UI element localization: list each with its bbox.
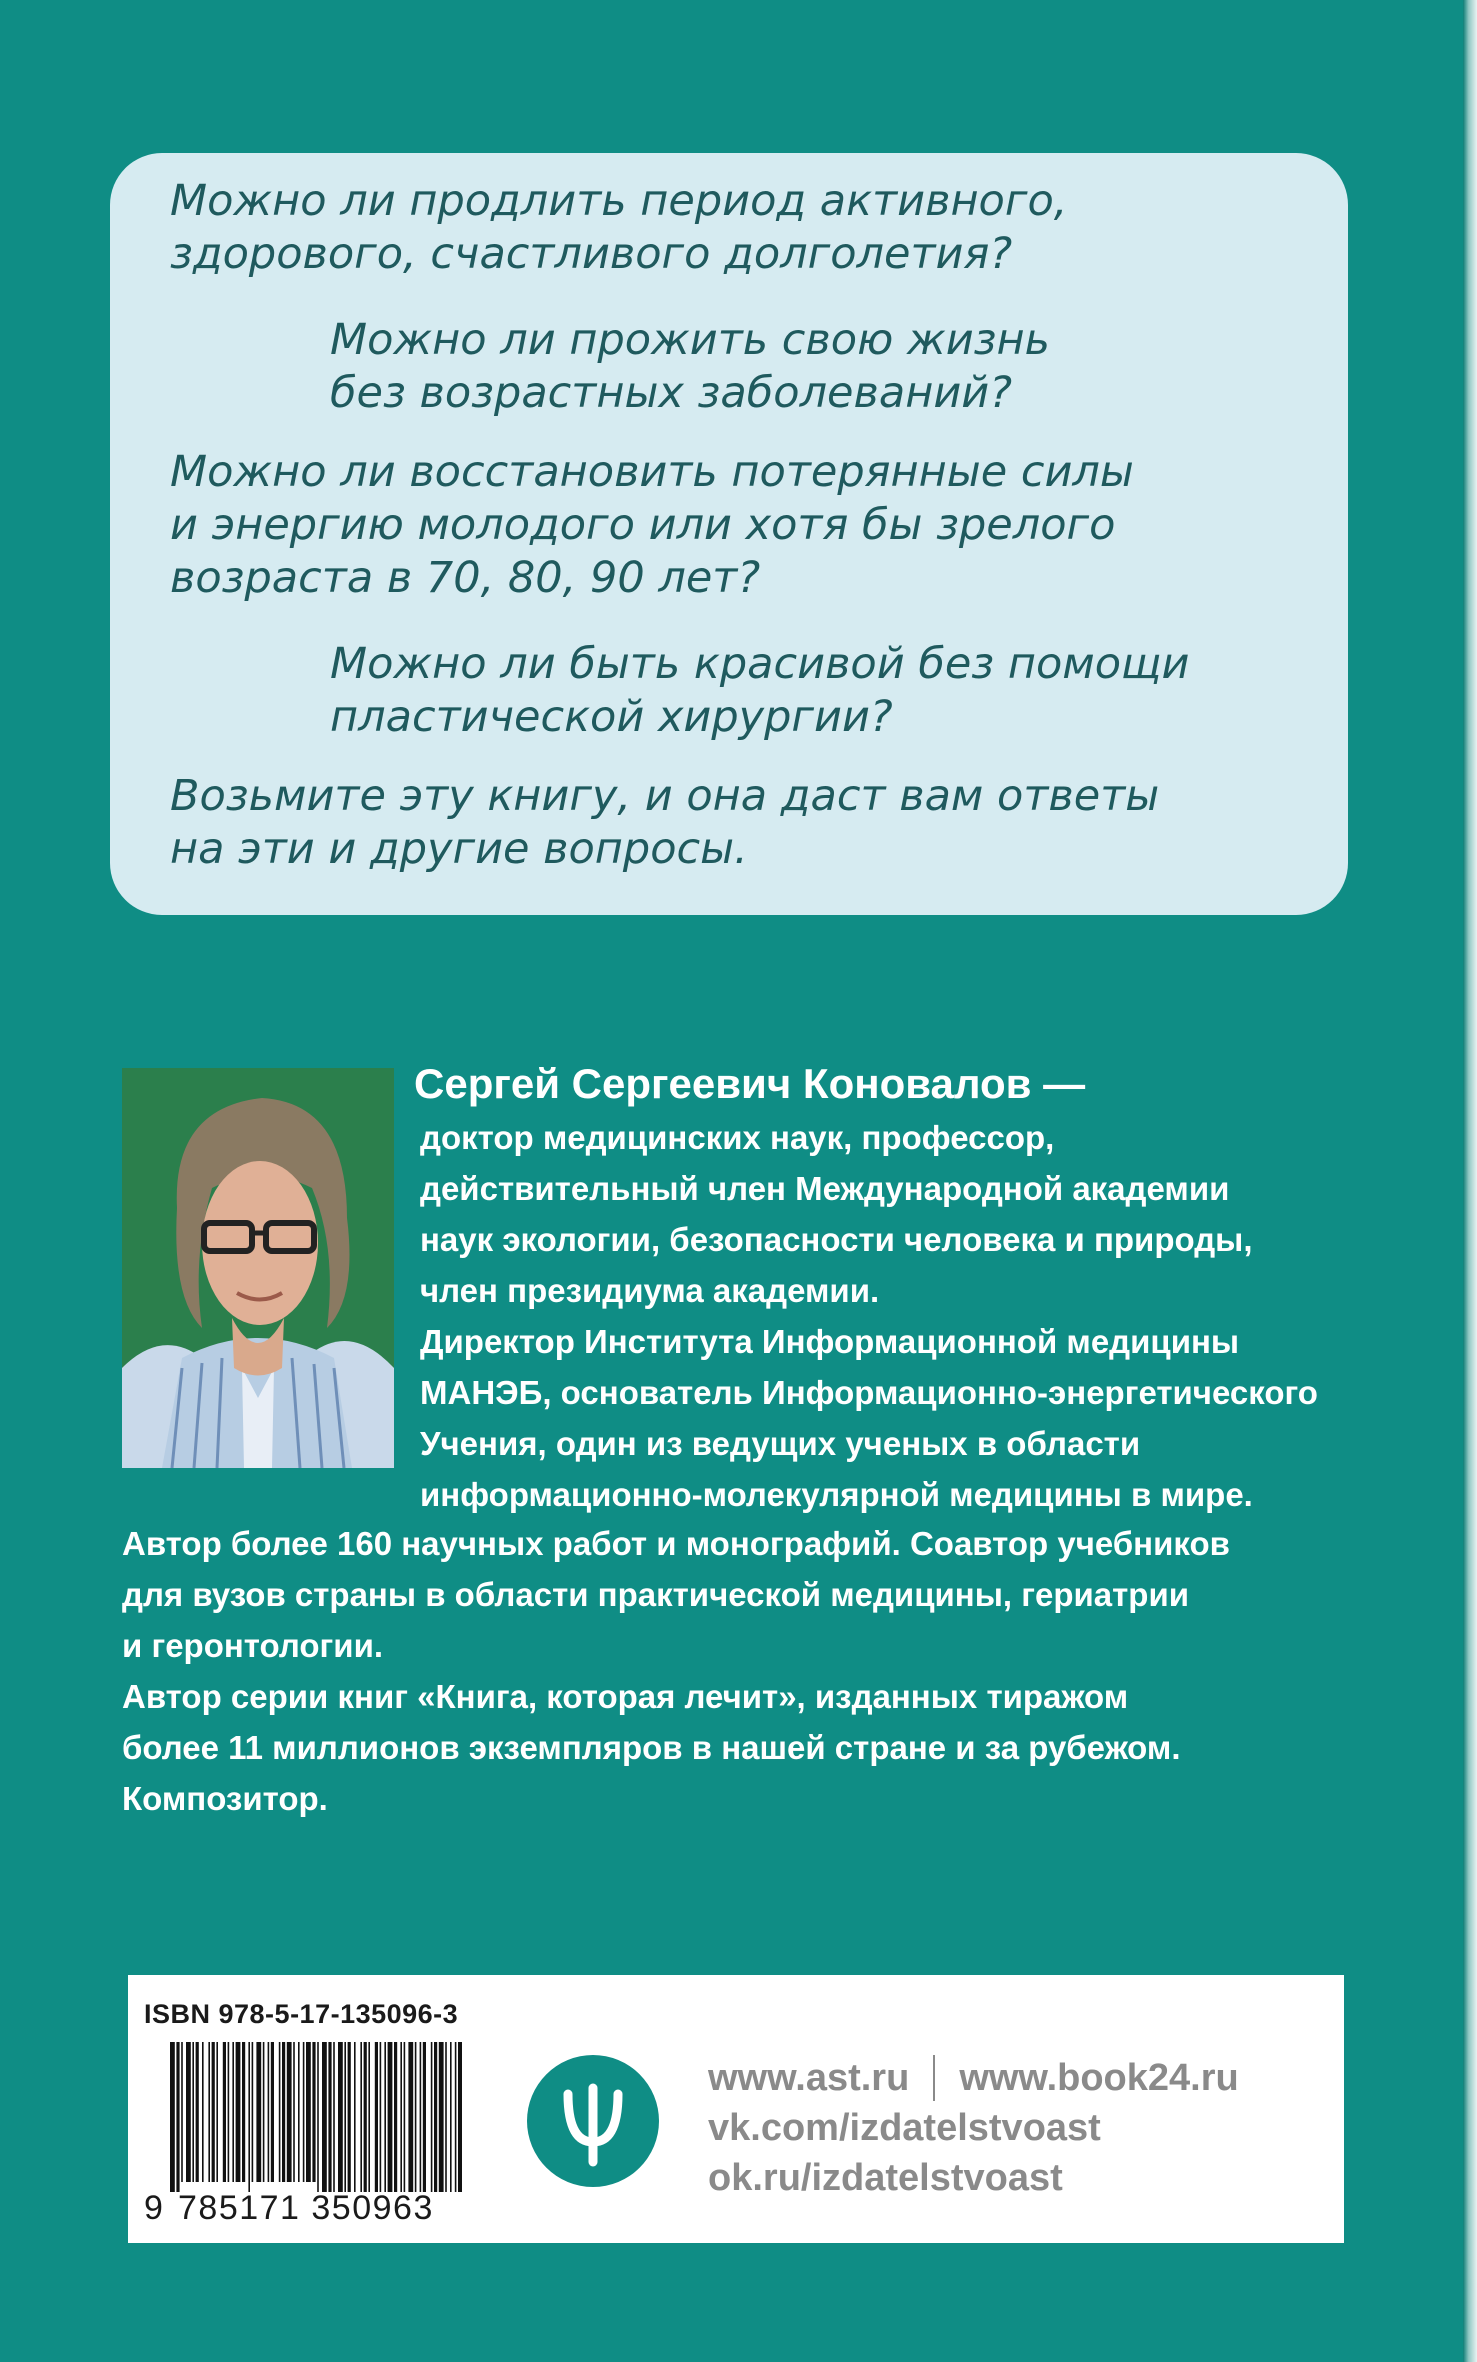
barcode-bar bbox=[400, 2042, 402, 2192]
barcode-bar bbox=[293, 2042, 295, 2182]
question-beauty: Можно ли быть красивой без помощи пластической хирургии? bbox=[330, 639, 1190, 742]
barcode-bar bbox=[364, 2042, 367, 2192]
barcode-bar bbox=[176, 2042, 179, 2192]
barcode-bar bbox=[212, 2042, 215, 2182]
barcode-bar bbox=[420, 2042, 422, 2192]
barcode-bar bbox=[348, 2042, 351, 2192]
cover-edge bbox=[1463, 0, 1477, 2362]
barcode-bar bbox=[170, 2042, 175, 2192]
barcode bbox=[170, 2042, 462, 2192]
barcode-bar bbox=[181, 2042, 183, 2182]
barcode-bar bbox=[263, 2042, 265, 2182]
barcode-digits: 785171 350963 bbox=[178, 2189, 434, 2227]
link-ast[interactable]: www.ast.ru bbox=[708, 2057, 910, 2099]
barcode-bar bbox=[248, 2042, 250, 2192]
barcode-bar bbox=[271, 2042, 274, 2182]
author-photo bbox=[122, 1068, 394, 1468]
barcode-bar bbox=[384, 2042, 386, 2192]
link-vk[interactable]: vk.com/izdatelstvoast bbox=[708, 2107, 1101, 2149]
barcode-bar bbox=[368, 2042, 370, 2192]
author-name: Сергей Сергеевич Коновалов — bbox=[414, 1060, 1086, 1107]
barcode-bar bbox=[317, 2042, 319, 2192]
barcode-bar bbox=[232, 2042, 234, 2182]
barcode-bar bbox=[287, 2042, 292, 2182]
author-bio-works: Автор более 160 научных работ и монографий. Соавтор учебников для вузов страны в области практической медицины, гериатрии и геронтологии. Автор серии книг «Книга, которая лечит», изданных тиражом более 11 миллионов экземпляров в нашей стране и за рубежом. Композитор. bbox=[122, 1525, 1230, 1817]
barcode-panel bbox=[128, 1975, 1344, 2243]
barcode-bar bbox=[455, 2042, 457, 2192]
barcode-bar bbox=[431, 2042, 433, 2192]
barcode-bar bbox=[338, 2042, 343, 2192]
barcode-bar bbox=[223, 2042, 226, 2182]
barcode-bar bbox=[228, 2042, 230, 2182]
barcode-bar bbox=[450, 2042, 452, 2192]
barcode-bar bbox=[208, 2042, 210, 2182]
barcode-bar bbox=[354, 2042, 356, 2192]
question-restore-energy: Можно ли восстановить потерянные силы и энергию молодого или хотя бы зрелого возраста в 70, 80, 90 лет? bbox=[170, 447, 1134, 603]
barcode-bar bbox=[192, 2042, 194, 2182]
publisher-websites bbox=[708, 2053, 1239, 2103]
barcode-bar bbox=[360, 2042, 362, 2192]
barcode-bar bbox=[388, 2042, 393, 2192]
questions-box bbox=[110, 153, 1348, 915]
barcode-bar bbox=[445, 2042, 447, 2192]
link-ok[interactable]: ok.ru/izdatelstvoast bbox=[708, 2157, 1063, 2199]
barcode-bar bbox=[306, 2042, 311, 2182]
barcode-bar bbox=[216, 2042, 218, 2182]
question-longevity: Можно ли продлить период активного, здорового, счастливого долголетия? bbox=[170, 176, 1068, 279]
call-to-action: Возьмите эту книгу, и она даст вам ответы на эти и другие вопросы. bbox=[170, 771, 1160, 874]
barcode-bar bbox=[380, 2042, 382, 2192]
barcode-bar bbox=[344, 2042, 346, 2192]
question-no-diseases: Можно ли прожить свою жизнь без возрастных заболеваний? bbox=[330, 315, 1050, 418]
barcode-bar bbox=[434, 2042, 437, 2192]
barcode-bar bbox=[394, 2042, 397, 2192]
barcode-bar bbox=[423, 2042, 426, 2192]
author-bio-intro: доктор медицинских наук, профессор, действительный член Международной академии наук экологии, безопасности человека и природы, член президиума академии. Директор Института Информационной медицины МАНЭБ, основатель Информационно-энергетического Учения, один из ведущих ученых в области информационно-молекулярной медицины в мире. bbox=[420, 1119, 1318, 1513]
barcode-bar bbox=[236, 2042, 241, 2182]
barcode-bar bbox=[375, 2042, 378, 2192]
barcode-bar bbox=[303, 2042, 305, 2182]
barcode-bar bbox=[333, 2042, 335, 2192]
psi-icon bbox=[526, 2054, 660, 2188]
barcode-bar bbox=[298, 2042, 300, 2182]
author-portrait-illustration bbox=[122, 1068, 394, 1468]
barcode-bar bbox=[256, 2042, 261, 2182]
barcode-bar bbox=[312, 2042, 315, 2182]
barcode-bar bbox=[252, 2042, 254, 2182]
link-separator bbox=[933, 2055, 935, 2101]
barcode-bar bbox=[196, 2042, 199, 2182]
barcode-bar bbox=[279, 2042, 281, 2182]
barcode-bar bbox=[202, 2042, 204, 2182]
barcode-first-digit: 9 bbox=[144, 2189, 163, 2227]
barcode-bar bbox=[439, 2042, 444, 2192]
barcode-bar bbox=[242, 2042, 245, 2182]
barcode-bar bbox=[328, 2042, 331, 2192]
barcode-bar bbox=[268, 2042, 270, 2182]
barcode-bar bbox=[458, 2042, 462, 2192]
publisher-links bbox=[708, 2053, 1239, 2203]
link-book24[interactable]: www.book24.ru bbox=[959, 2057, 1239, 2099]
barcode-bar bbox=[404, 2042, 406, 2192]
barcode-bar bbox=[186, 2042, 191, 2182]
isbn-number: ISBN 978-5-17-135096-3 bbox=[144, 1999, 459, 2029]
barcode-bar bbox=[322, 2042, 327, 2192]
barcode-bar bbox=[408, 2042, 413, 2192]
barcode-bar bbox=[282, 2042, 285, 2182]
barcode-bar bbox=[415, 2042, 417, 2192]
